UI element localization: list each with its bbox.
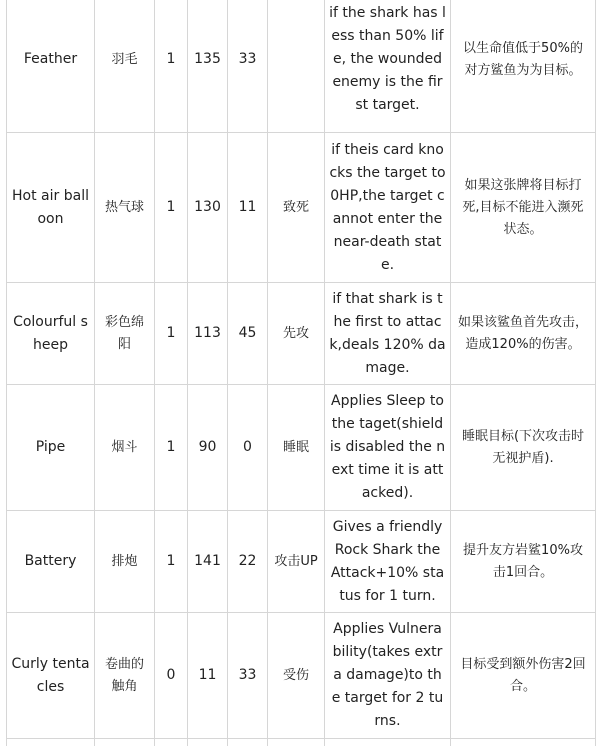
table-row [7,613,596,739]
empty-cell [325,739,451,746]
card-name-cn: 热气球 [95,133,155,283]
table-row [7,283,596,385]
card-stat-a: 11 [188,613,228,739]
table-row [7,511,596,613]
card-name-en: Curly tentacles [7,613,95,739]
empty-cell [451,739,596,746]
empty-cell [268,739,325,746]
card-stat-b: 33 [228,0,268,133]
empty-cell [155,739,188,746]
card-name-cn: 彩色绵阳 [95,283,155,385]
card-name-en: Colourful sheep [7,283,95,385]
card-stat-b: 33 [228,613,268,739]
card-description-en: if the shark has less than 50% life, the wounded enemy is the first target. [325,0,451,133]
card-stat-a: 130 [188,133,228,283]
card-name-cn: 排炮 [95,511,155,613]
card-keyword: 受伤 [268,613,325,739]
card-description-en: if that shark is the first to attack,deals 120% damage. [325,283,451,385]
card-keyword [268,0,325,133]
table-row [7,385,596,511]
card-cost: 1 [155,0,188,133]
card-description-cn: 如果这张牌将目标打死,目标不能进入濒死状态。 [451,133,596,283]
card-name-en: Pipe [7,385,95,511]
card-stat-a: 90 [188,385,228,511]
table-row [7,133,596,283]
empty-cell [188,739,228,746]
card-name-cn: 卷曲的触角 [95,613,155,739]
empty-cell [95,739,155,746]
card-description-en: Applies Sleep to the taget(shield is disabled the next time it is attacked). [325,385,451,511]
card-keyword: 睡眠 [268,385,325,511]
table-row [7,0,596,133]
card-stat-b: 22 [228,511,268,613]
card-stat-a: 113 [188,283,228,385]
card-stat-a: 141 [188,511,228,613]
card-table [6,0,596,746]
empty-cell [7,739,95,746]
card-cost: 1 [155,283,188,385]
card-name-cn: 羽毛 [95,0,155,133]
card-cost: 1 [155,133,188,283]
card-description-en: Applies Vulnerability(takes extra damage)to the target for 2 turns. [325,613,451,739]
card-description-cn: 睡眠目标(下次攻击时无视护盾). [451,385,596,511]
card-cost: 1 [155,511,188,613]
card-description-cn: 提升友方岩鲨10%攻击1回合。 [451,511,596,613]
card-stat-a: 135 [188,0,228,133]
card-cost: 1 [155,385,188,511]
empty-cell [228,739,268,746]
card-cost: 0 [155,613,188,739]
card-stat-b: 45 [228,283,268,385]
card-keyword: 攻击UP [268,511,325,613]
card-stat-b: 0 [228,385,268,511]
card-keyword: 先攻 [268,283,325,385]
card-name-en: Feather [7,0,95,133]
card-name-cn: 烟斗 [95,385,155,511]
card-keyword: 致死 [268,133,325,283]
table-row-partial [7,739,596,746]
card-description-cn: 如果该鲨鱼首先攻击，造成120%的伤害。 [451,283,596,385]
card-description-cn: 目标受到额外伤害2回合。 [451,613,596,739]
card-description-en: Gives a friendly Rock Shark the Attack+10% status for 1 turn. [325,511,451,613]
card-name-en: Hot air balloon [7,133,95,283]
card-description-en: if theis card knocks the target to 0HP,the target cannot enter the near-death state. [325,133,451,283]
card-description-cn: 以生命值低于50%的对方鲨鱼为为目标。 [451,0,596,133]
card-stat-b: 11 [228,133,268,283]
card-name-en: Battery [7,511,95,613]
